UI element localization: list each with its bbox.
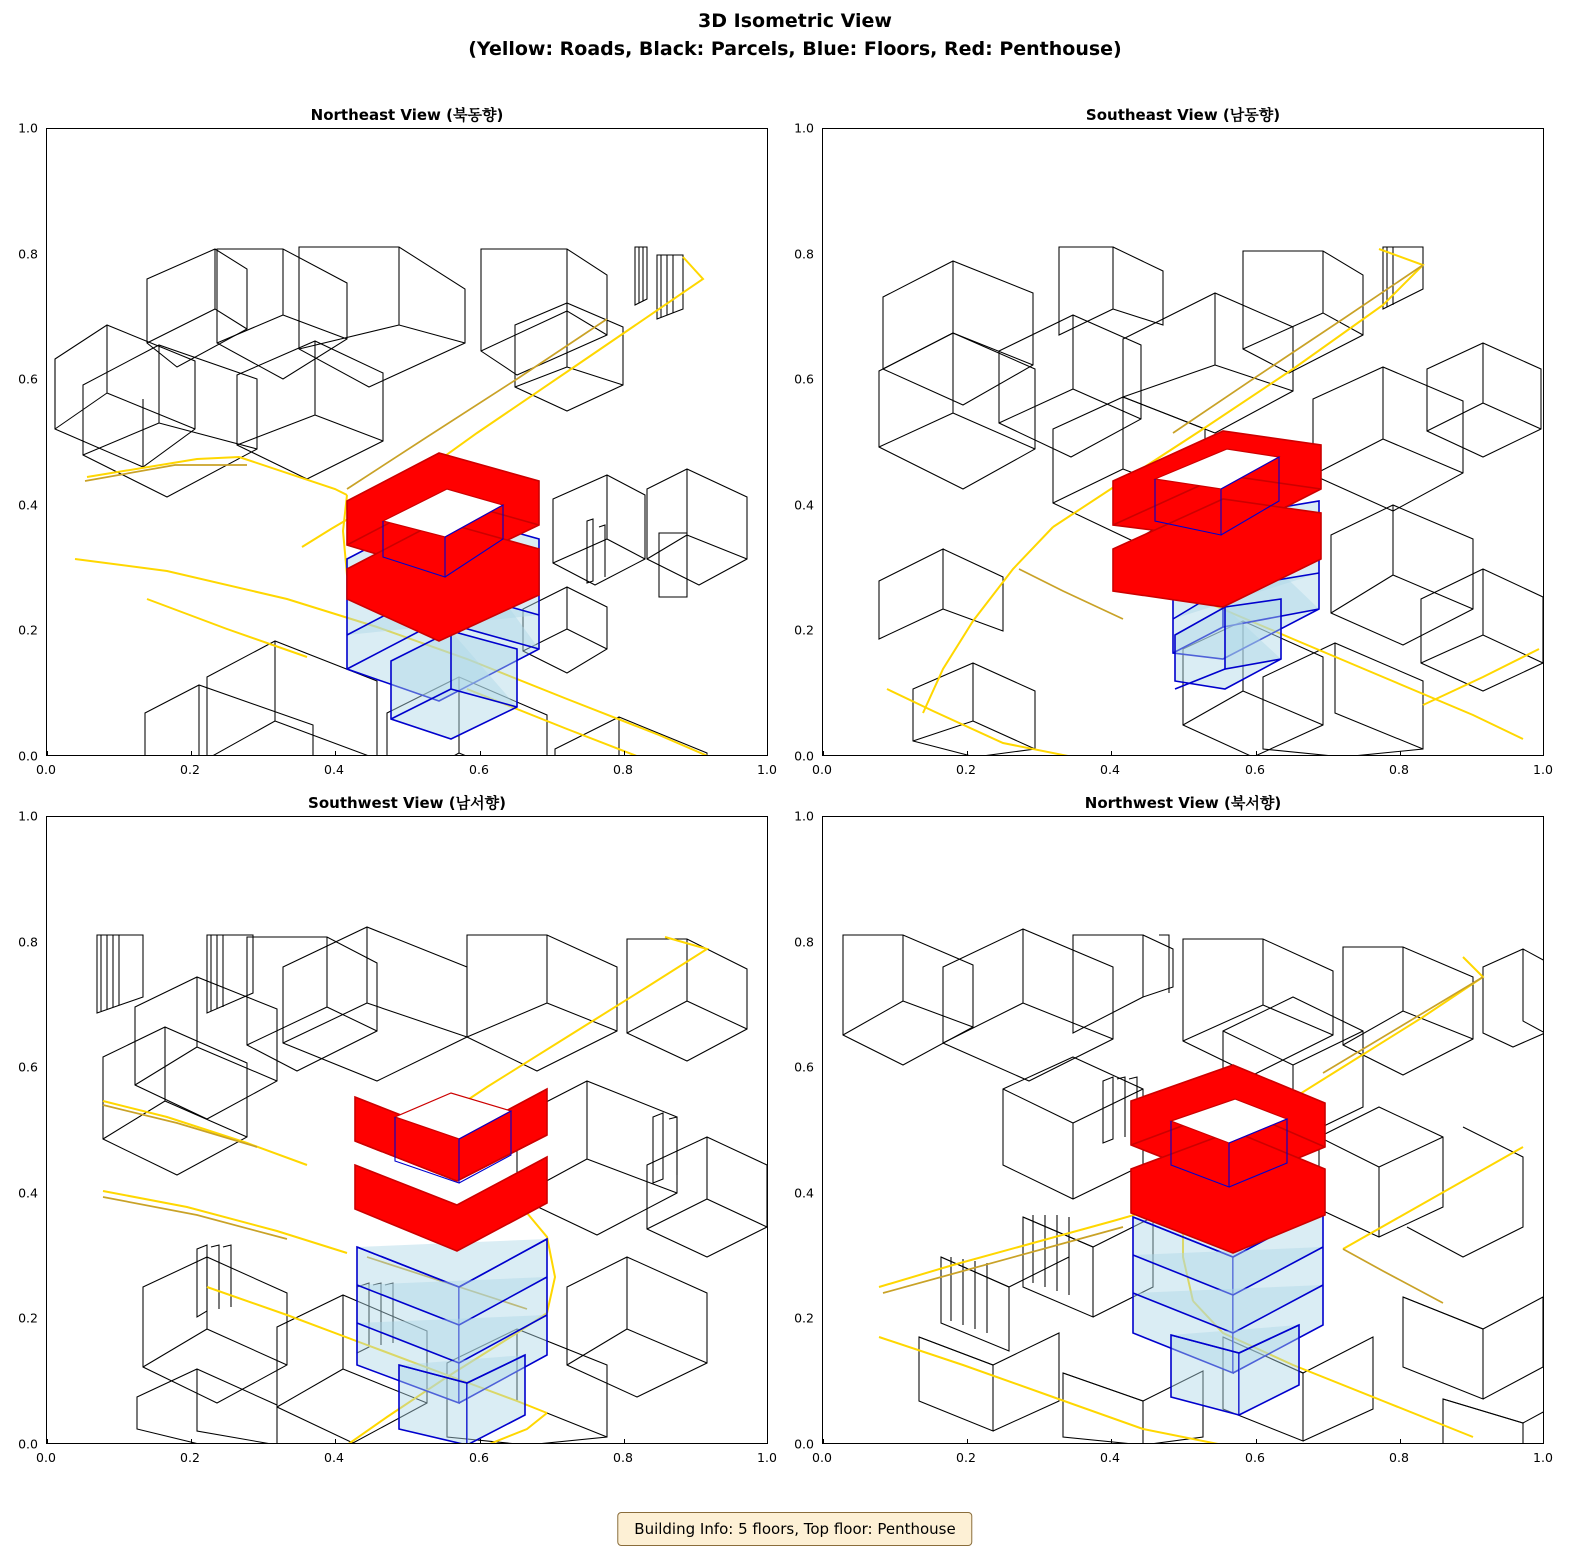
ytick-label: 0.4 <box>794 497 814 513</box>
ytick-label: 0.2 <box>18 622 38 638</box>
xtick-mark <box>624 1439 625 1443</box>
ytick-label: 0.4 <box>18 1185 38 1201</box>
ytick-label: 0.8 <box>794 246 814 262</box>
ytick-label: 0.0 <box>794 1436 814 1452</box>
xtick-label: 0.4 <box>1100 1450 1120 1465</box>
ytick-label: 1.0 <box>794 120 814 136</box>
xtick-mark <box>967 751 968 755</box>
xtick-mark <box>335 1439 336 1443</box>
xtick-label: 0.2 <box>956 1450 976 1465</box>
panel-northeast-title: Northeast View (북동향) <box>310 106 504 124</box>
ytick-label: 0.4 <box>18 497 38 513</box>
xtick-mark <box>47 751 48 755</box>
ytick-label: 0.0 <box>18 1436 38 1452</box>
ytick-label: 0.0 <box>18 748 38 764</box>
road-lines-dark <box>85 319 607 489</box>
xtick-mark <box>823 1439 824 1443</box>
xtick-label: 0.4 <box>324 762 344 777</box>
xtick-label: 0.2 <box>180 1450 200 1465</box>
xtick-label: 0.4 <box>324 1450 344 1465</box>
xtick-mark <box>1400 751 1401 755</box>
xtick-mark <box>967 1439 968 1443</box>
xtick-label: 0.8 <box>613 762 633 777</box>
xtick-label: 0.6 <box>469 1450 489 1465</box>
xtick-label: 1.0 <box>1533 762 1553 777</box>
ytick-label: 0.6 <box>18 1059 38 1075</box>
xtick-mark <box>1256 1439 1257 1443</box>
xtick-label: 0.6 <box>1245 762 1265 777</box>
xtick-label: 0.2 <box>180 762 200 777</box>
panel-southeast-plot[interactable] <box>822 128 1544 756</box>
xtick-label: 0.6 <box>469 762 489 777</box>
xtick-mark <box>624 751 625 755</box>
xtick-label: 1.0 <box>757 762 777 777</box>
ytick-label: 0.4 <box>794 1185 814 1201</box>
ytick-label: 0.6 <box>794 371 814 387</box>
floor-stack <box>357 1239 547 1444</box>
building-info-badge: Building Info: 5 floors, Top floor: Penthouse <box>617 1512 972 1546</box>
ytick-label: 0.8 <box>18 246 38 262</box>
xtick-mark <box>47 1439 48 1443</box>
ytick-label: 1.0 <box>794 808 814 824</box>
ytick-label: 1.0 <box>18 120 38 136</box>
panel-southwest-plot[interactable] <box>46 816 768 1444</box>
xtick-mark <box>480 1439 481 1443</box>
panel-northwest-plot[interactable] <box>822 816 1544 1444</box>
figure-suptitle <box>0 8 1590 63</box>
penthouse-volume <box>1131 1065 1325 1253</box>
panel-southeast-title: Southeast View (남동향) <box>1085 106 1281 124</box>
xtick-mark <box>1111 1439 1112 1443</box>
xtick-label: 0.0 <box>36 1450 56 1465</box>
panel-southwest[interactable] <box>18 794 777 1465</box>
xtick-mark <box>191 751 192 755</box>
xtick-label: 0.4 <box>1100 762 1120 777</box>
ytick-label: 0.2 <box>18 1310 38 1326</box>
southeast-scene <box>823 129 1544 756</box>
xtick-mark <box>480 751 481 755</box>
xtick-mark <box>1256 751 1257 755</box>
xtick-label: 0.8 <box>1389 762 1409 777</box>
xtick-mark <box>1111 751 1112 755</box>
xtick-label: 0.6 <box>1245 1450 1265 1465</box>
ytick-label: 0.8 <box>794 934 814 950</box>
southwest-scene <box>47 817 768 1444</box>
ytick-label: 0.2 <box>794 622 814 638</box>
panel-northwest-title: Northwest View (북서향) <box>1084 794 1282 812</box>
xtick-label: 0.2 <box>956 762 976 777</box>
northwest-scene <box>823 817 1544 1444</box>
panel-northeast[interactable] <box>18 106 777 777</box>
panel-northwest[interactable] <box>794 794 1553 1465</box>
northeast-scene <box>47 129 768 756</box>
panel-southwest-title: Southwest View (남서향) <box>308 794 506 812</box>
xtick-label: 0.8 <box>613 1450 633 1465</box>
ytick-label: 0.2 <box>794 1310 814 1326</box>
ytick-label: 0.6 <box>794 1059 814 1075</box>
xtick-mark <box>1400 1439 1401 1443</box>
suptitle-line-1: 3D Isometric View <box>698 10 892 32</box>
ytick-label: 1.0 <box>18 808 38 824</box>
xtick-label: 0.0 <box>812 1450 832 1465</box>
panel-southeast[interactable] <box>794 106 1553 777</box>
xtick-label: 0.0 <box>812 762 832 777</box>
suptitle-line-2: (Yellow: Roads, Black: Parcels, Blue: Floors, Red: Penthouse) <box>468 37 1122 60</box>
xtick-mark <box>823 751 824 755</box>
xtick-label: 0.0 <box>36 762 56 777</box>
xtick-label: 0.8 <box>1389 1450 1409 1465</box>
xtick-mark <box>335 751 336 755</box>
ytick-label: 0.0 <box>794 748 814 764</box>
ytick-label: 0.8 <box>18 934 38 950</box>
xtick-label: 1.0 <box>1533 1450 1553 1465</box>
panel-northeast-plot[interactable] <box>46 128 768 756</box>
penthouse-volume <box>355 1089 547 1251</box>
xtick-label: 1.0 <box>757 1450 777 1465</box>
xtick-mark <box>191 1439 192 1443</box>
ytick-label: 0.6 <box>18 371 38 387</box>
